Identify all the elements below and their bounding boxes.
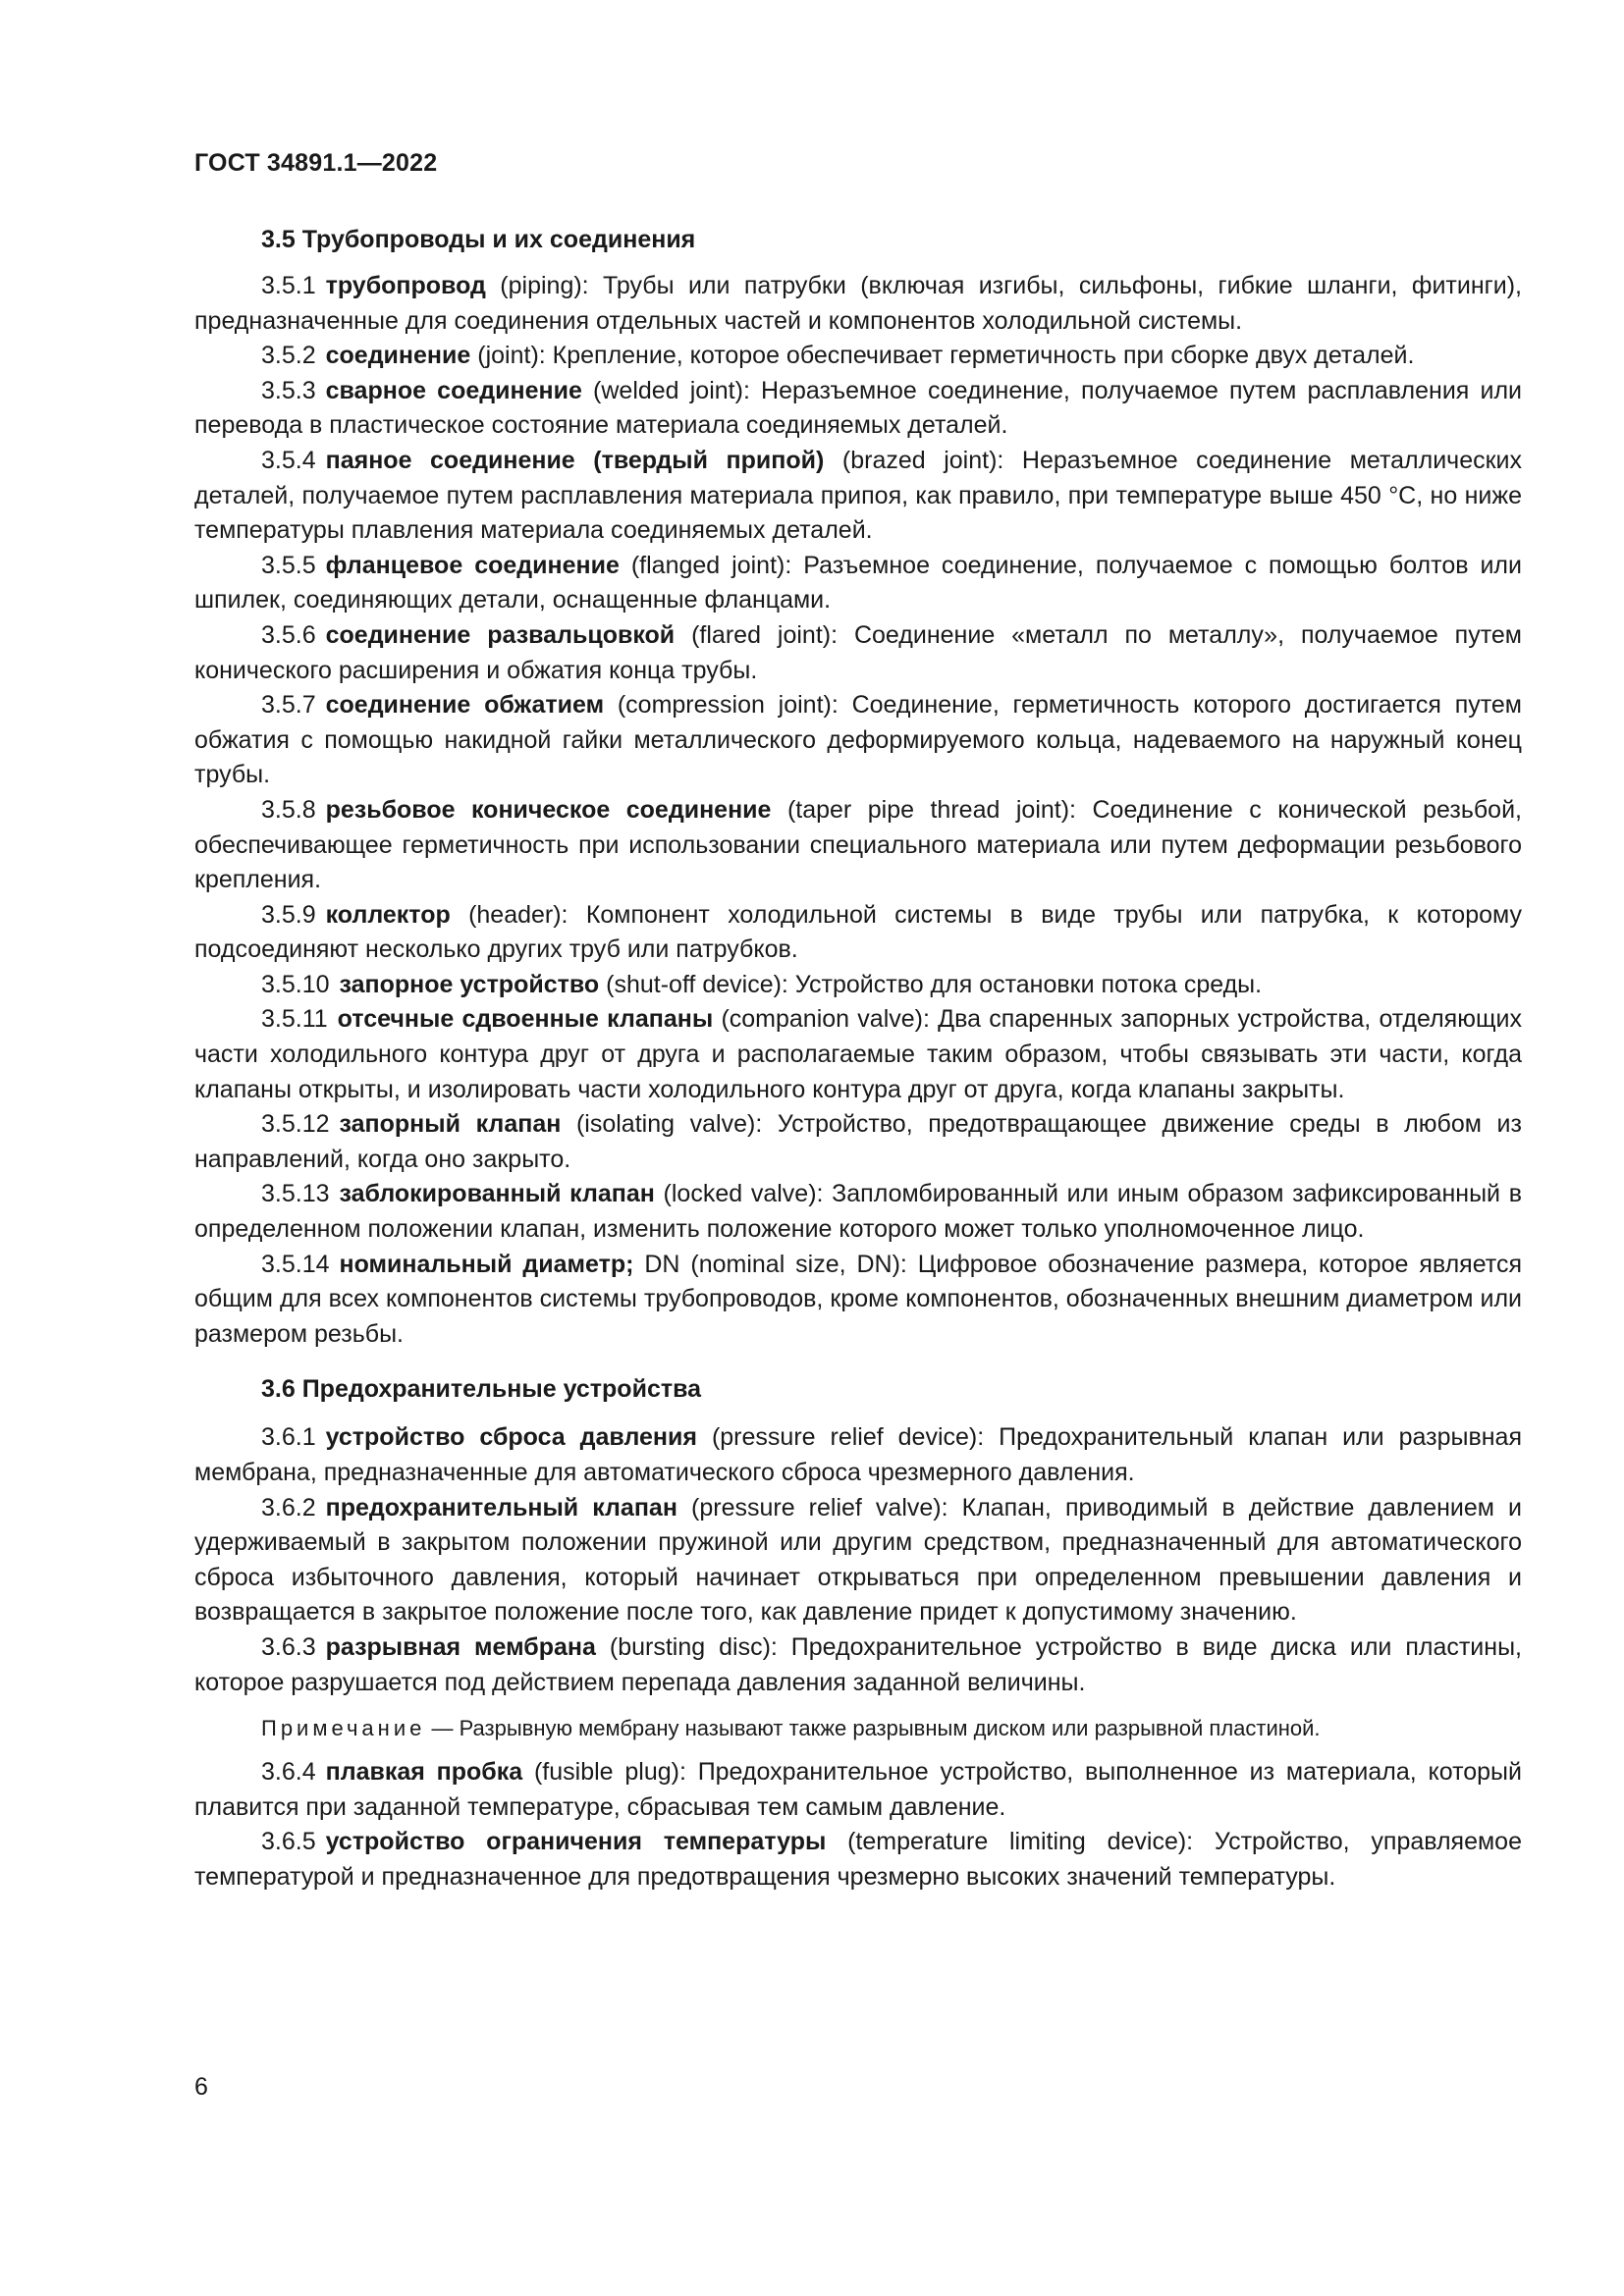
definition-number: 3.5.5: [261, 551, 316, 579]
definition-item: [194, 793, 1522, 898]
page-number: 6: [194, 2073, 208, 2101]
definition-term: соединение: [325, 342, 471, 370]
definition-number: 3.6.5: [261, 1828, 316, 1856]
definition-number: 3.5.4: [261, 446, 316, 474]
definition-number: 3.6.3: [261, 1632, 316, 1661]
definition-text: (fusible plug): Предохранительное устройство, выполненное из материала, который плавится при заданной температуре, сбрасывая тем самым давление.: [194, 1758, 1522, 1821]
definition-number: 3.5.3: [261, 376, 316, 404]
definition-term: соединение развальцовкой: [325, 620, 676, 649]
definition-item: [194, 618, 1522, 688]
definition-text: (header): Компонент холодильной системы в виде трубы или патрубка, к которому подсоединяют несколько других труб или патрубков.: [194, 900, 1522, 964]
definition-text: (flared joint): Соединение «металл по металлу», получаемое путем конического расширения и обжатия конца трубы.: [194, 620, 1522, 684]
definition-item: [194, 549, 1522, 618]
definition-item: [194, 374, 1522, 444]
definition-number: 3.5.7: [261, 691, 316, 720]
definition-number: 3.5.12: [261, 1110, 330, 1139]
definition-text: (locked valve): Запломбированный или иным образом зафиксированный в определенном положении клапан, изменить положение которого может только уполномоченное лицо.: [194, 1180, 1522, 1244]
definition-term: номинальный диаметр;: [339, 1250, 634, 1278]
definition-term: паяное соединение (твердый припой): [325, 446, 825, 474]
definition-term: фланцевое соединение: [325, 551, 620, 579]
definition-item: [194, 1491, 1522, 1630]
definition-number: 3.5.2: [261, 342, 316, 370]
definition-number: 3.6.4: [261, 1758, 316, 1787]
definition-term: плавкая пробка: [325, 1758, 523, 1787]
definition-item: [194, 1755, 1522, 1825]
definition-text: (companion valve): Два спаренных запорных устройства, отделяющих части холодильного контура друг от друга и располагаемые таким образом, чтобы связывать эти части, когда клапаны открыты, и изолировать части холодильного контура друг от друга, когда клапаны закрыты.: [194, 1005, 1522, 1103]
definition-text: (joint): Крепление, которое обеспечивает герметичность при сборке двух деталей.: [470, 342, 1415, 370]
definition-term: запорный клапан: [339, 1110, 562, 1139]
definition-number: 3.6.1: [261, 1423, 316, 1452]
definition-number: 3.5.8: [261, 795, 316, 824]
definition-number: 3.5.6: [261, 620, 316, 649]
definition-term: отсечные сдвоенные клапаны: [337, 1005, 714, 1034]
definition-text: (brazed joint): Неразъемное соединение металлических деталей, получаемое путем расплавления материала припоя, как правило, при температуре выше 450 °C, но ниже температуры плавления материала соединяемых деталей.: [194, 446, 1522, 545]
document-body: [194, 222, 1522, 1896]
definition-text: (piping): Трубы или патрубки (включая изгибы, сильфоны, гибкие шланги, фитинги), предназначенные для соединения отдельных частей и компонентов холодильной системы.: [194, 272, 1522, 335]
definition-text: (shut-off device): Устройство для остановки потока среды.: [599, 970, 1263, 998]
definition-number: 3.5.14: [261, 1250, 330, 1278]
definition-term: предохранительный клапан: [325, 1493, 677, 1522]
definition-number: 3.5.13: [261, 1180, 330, 1208]
definition-text: (compression joint): Соединение, герметичность которого достигается путем обжатия с помощью накидной гайки металлического деформируемого кольца, надеваемого на наружный конец трубы.: [194, 691, 1522, 789]
definition-item: [194, 1002, 1522, 1107]
definition-item: [194, 269, 1522, 339]
definition-term: устройство сброса давления: [325, 1423, 697, 1452]
definition-number: 3.5.10: [261, 970, 330, 998]
note-label: Примечание: [261, 1716, 426, 1741]
definition-item: [194, 1177, 1522, 1247]
definition-text: (bursting disc): Предохранительное устройство в виде диска или пластины, которое разрушается под действием перепада давления заданной величины.: [194, 1632, 1522, 1696]
definition-text: (welded joint): Неразъемное соединение, получаемое путем расплавления или перевода в пластическое состояние материала соединяемых деталей.: [194, 376, 1523, 440]
definition-term: заблокированный клапан: [339, 1180, 655, 1208]
definition-term: сварное соединение: [325, 376, 582, 404]
definition-text: (temperature limiting device): Устройство, управляемое температурой и предназначенное для предотвращения чрезмерно высоких значений температуры.: [194, 1828, 1522, 1891]
definition-number: 3.6.2: [261, 1493, 316, 1522]
definition-term: устройство ограничения температуры: [325, 1828, 827, 1856]
definition-item: [194, 1107, 1522, 1177]
definition-item: [194, 1420, 1522, 1490]
section-title-3-6: 3.6 Предохранительные устройства: [261, 1375, 702, 1404]
section-title-3-5: 3.5 Трубопроводы и их соединения: [261, 226, 696, 253]
definitions-3-5: [194, 269, 1522, 1352]
definition-text: (isolating valve): Устройство, предотвращающее движение среды в любом из направлений, когда оно закрыто.: [194, 1110, 1522, 1173]
definition-text: (pressure relief device): Предохранительный клапан или разрывная мембрана, предназначенные для автоматического сброса чрезмерного давления.: [194, 1423, 1522, 1486]
definition-item: [194, 444, 1522, 549]
definition-text: DN (nominal size, DN): Цифровое обозначение размера, которое является общим для всех компонентов системы трубопроводов, кроме компонентов, обозначенных внешним диаметром или размером резьбы.: [194, 1250, 1522, 1348]
definition-term: трубопровод: [325, 272, 486, 299]
definition-term: соединение обжатием: [325, 691, 605, 720]
definition-term: разрывная мембрана: [325, 1632, 596, 1661]
definition-item: [194, 898, 1522, 968]
definitions-3-6-after-note: [194, 1755, 1522, 1895]
definition-item: [194, 1825, 1522, 1895]
note: [194, 1712, 1522, 1745]
standard-header: ГОСТ 34891.1—2022: [194, 149, 438, 177]
definition-term: запорное устройство: [339, 970, 600, 998]
definition-item: [194, 339, 1522, 374]
definition-item: [194, 968, 1522, 1003]
definition-text: (pressure relief valve): Клапан, приводимый в действие давлением и удерживаемый в закрытом положении пружиной или другим средством, предназначенный для автоматического сброса избыточного давления, который начинает открываться при определенном превышении давления и возвращается в закрытое положение после того, как давление придет к допустимому значению.: [194, 1493, 1522, 1627]
definition-item: [194, 1630, 1522, 1700]
definitions-3-6: [194, 1420, 1522, 1700]
definition-text: (taper pipe thread joint): Соединение с конической резьбой, обеспечивающее герметичность при использовании специального материала или путем деформации резьбового крепления.: [194, 795, 1522, 894]
definition-item: [194, 688, 1522, 793]
definition-term: коллектор: [325, 900, 451, 929]
note-text: — Разрывную мембрану называют также разрывным диском или разрывной пластиной.: [425, 1716, 1321, 1741]
definition-text: (flanged joint): Разъемное соединение, получаемое с помощью болтов или шпилек, соединяющих детали, оснащенные фланцами.: [194, 551, 1522, 614]
definition-item: [194, 1248, 1522, 1353]
definition-number: 3.5.9: [261, 900, 316, 929]
definition-number: 3.5.11: [261, 1005, 328, 1034]
definition-term: резьбовое коническое соединение: [325, 795, 772, 824]
definition-number: 3.5.1: [261, 272, 316, 299]
